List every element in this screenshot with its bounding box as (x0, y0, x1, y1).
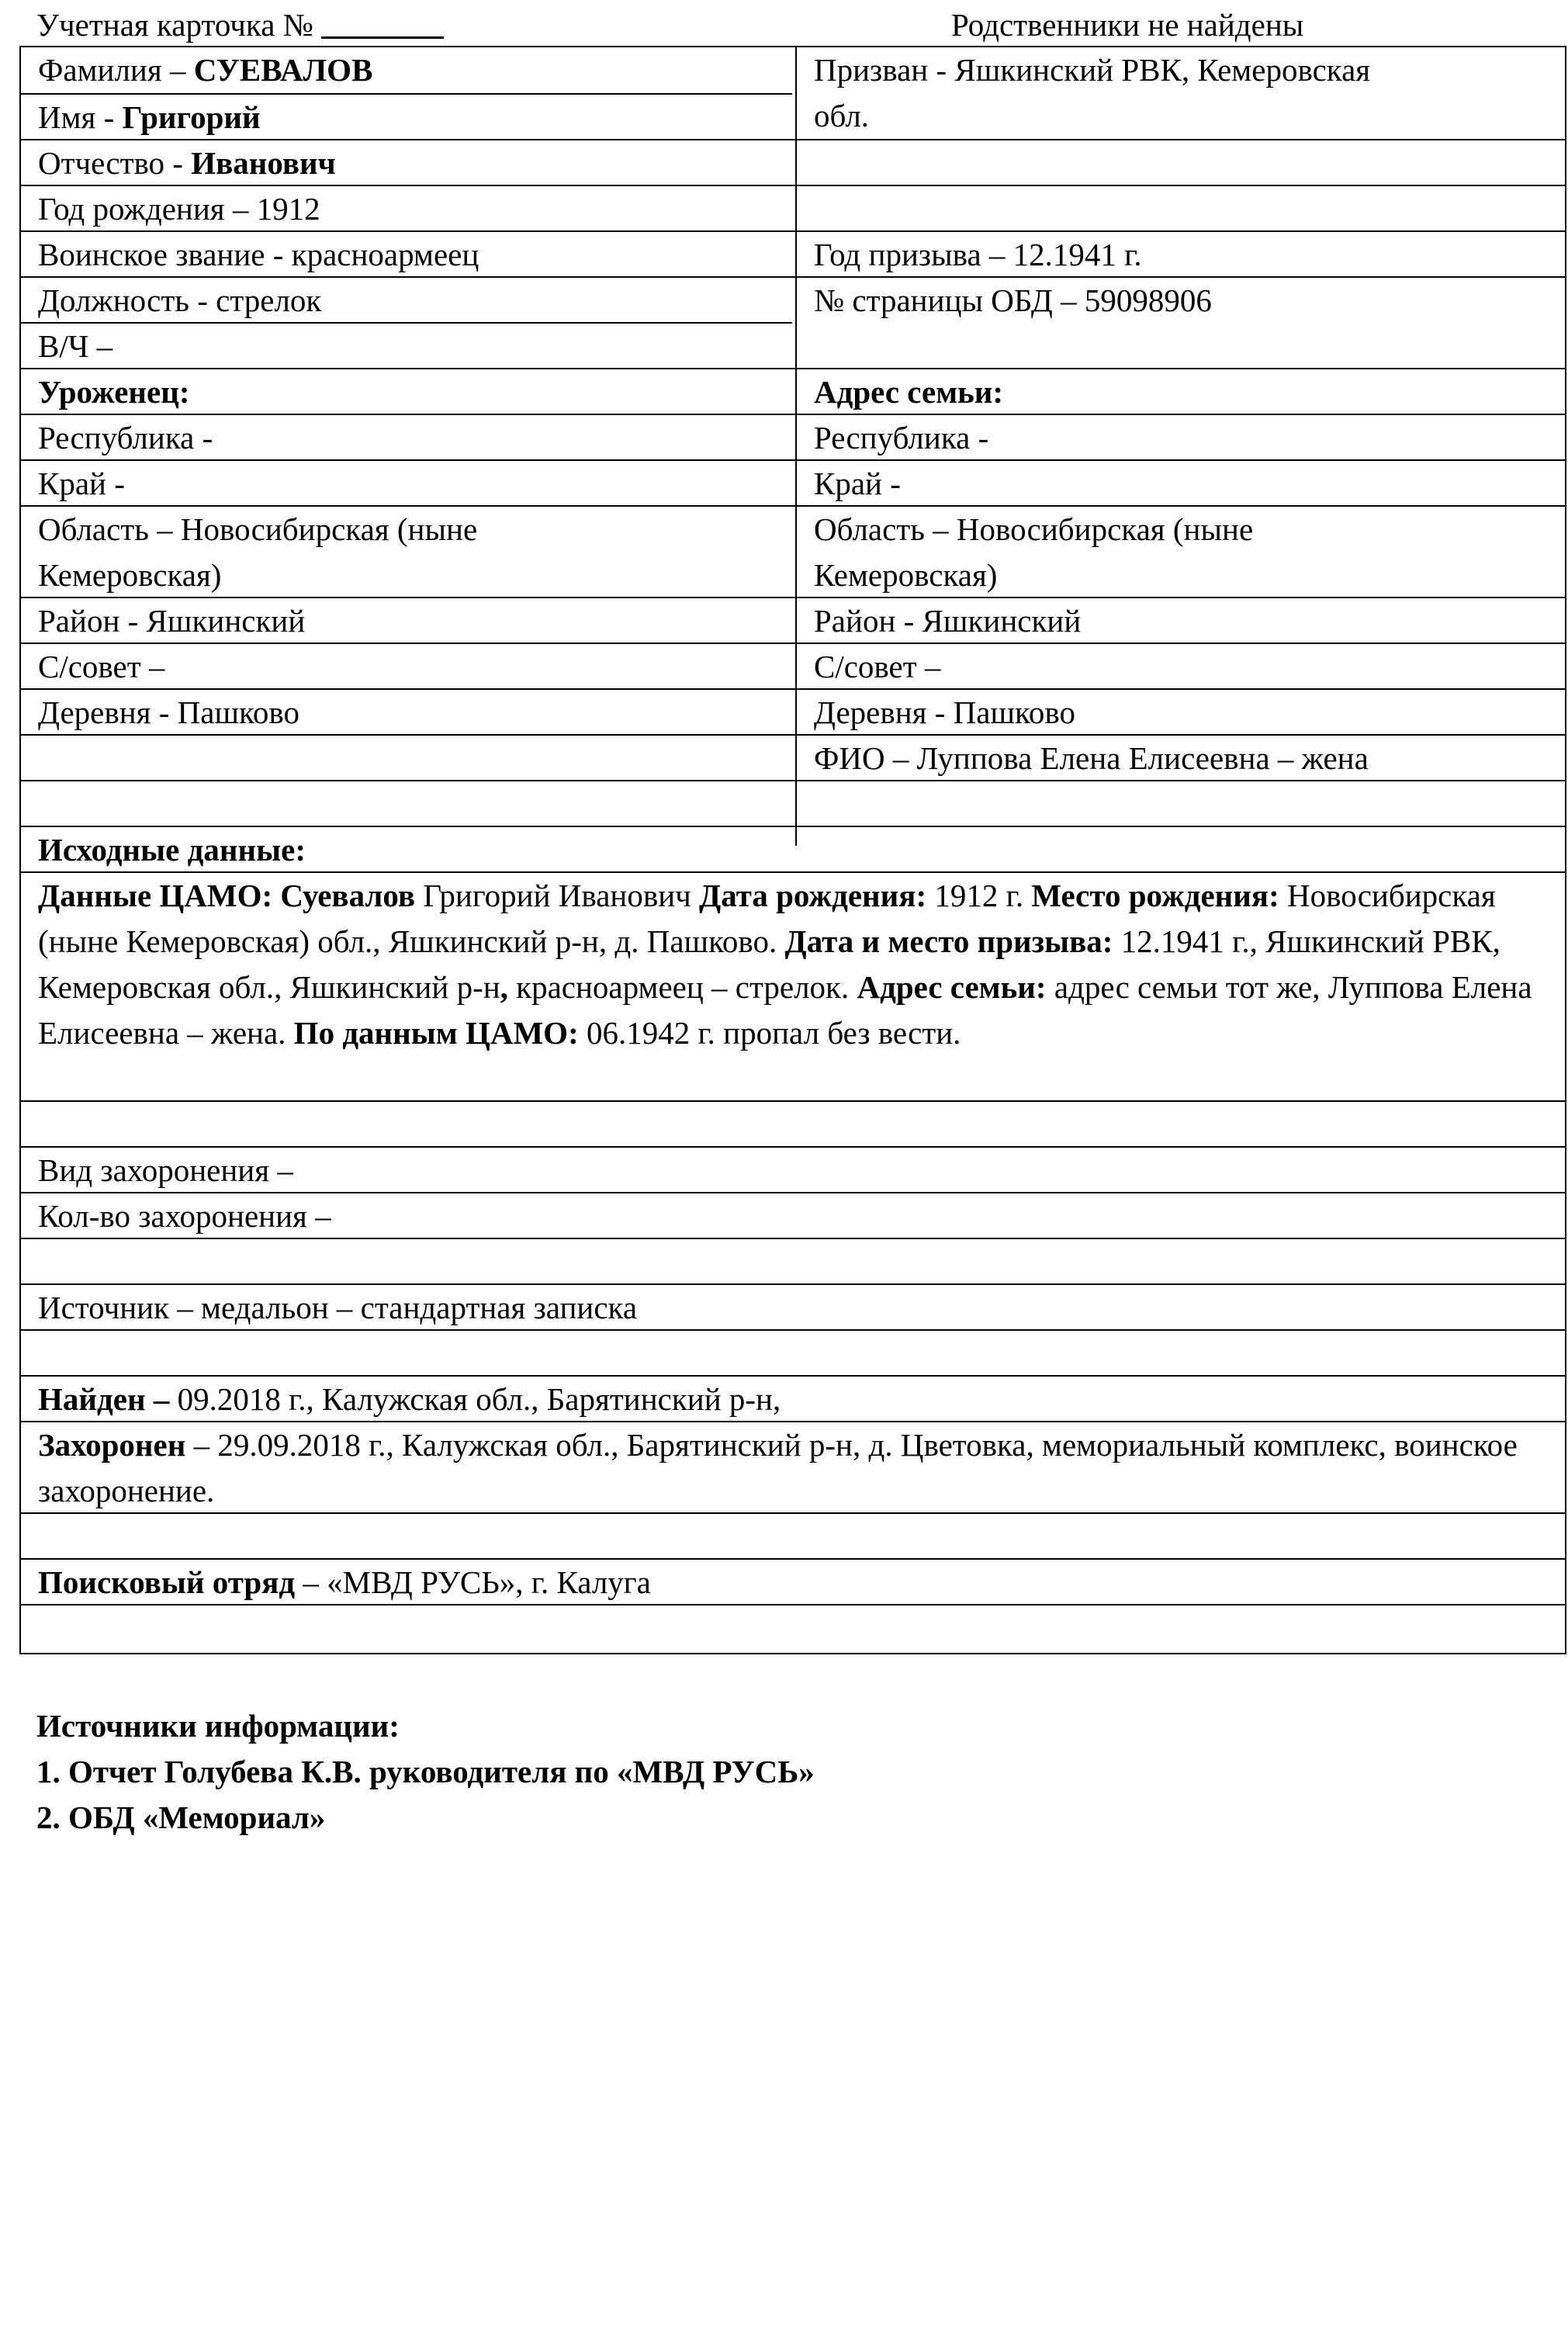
patronymic-field: Отчество - Иванович (38, 145, 336, 181)
name-field: Имя - Григорий (38, 99, 261, 135)
row-empty-1 (21, 780, 1565, 827)
row-headings (21, 368, 1565, 415)
row-position (21, 276, 1565, 324)
row-name (21, 93, 792, 140)
row-burial-source (21, 1283, 1565, 1331)
drafted-line-1: Призван - Яшкинский РВК, Кемеровская (814, 52, 1371, 88)
rank-field: Воинское звание - красноармеец (38, 237, 479, 272)
row-empty-4 (21, 1329, 1565, 1377)
row-source-text (21, 871, 1565, 1102)
row-found (21, 1375, 1565, 1422)
sources-heading: Источники информации: (36, 1708, 400, 1744)
relatives-status: Родственники не найдены (951, 7, 1304, 43)
row-district (21, 597, 1565, 644)
row-burial-type (21, 1146, 1565, 1193)
row-patronymic (21, 139, 1565, 186)
family-republic: Республика - (814, 420, 989, 455)
row-oblast (21, 505, 1565, 598)
buried-field: Захоронен – 29.09.2018 г., Калужская обл., Барятинский р-н, д. Цветовка, мемориальный комплекс, воинское захоронение. (38, 1427, 1518, 1508)
row-unit (21, 322, 792, 369)
family-oblast-line-2: Кемеровская) (814, 557, 998, 593)
obd-page-field: № страницы ОБД – 59098906 (814, 282, 1212, 318)
origin-krai: Край - (38, 466, 125, 501)
card-number-label: Учетная карточка № (36, 2, 444, 48)
birth-year-field: Год рождения – 1912 (38, 191, 320, 227)
row-empty-2 (21, 1100, 1565, 1148)
source-item-2: 2. ОБД «Мемориал» (36, 1799, 326, 1835)
row-village (21, 688, 1565, 736)
card-number-blank (321, 2, 444, 39)
row-family-fio (21, 734, 1565, 781)
family-village: Деревня - Пашково (814, 694, 1075, 730)
family-fio: ФИО – Луппова Елена Елисеевна – жена (814, 740, 1369, 776)
unit-field: В/Ч – (38, 328, 113, 364)
row-empty-3 (21, 1238, 1565, 1285)
source-item-1: 1. Отчет Голубева К.В. руководителя по «МВД РУСЬ» (36, 1754, 815, 1789)
row-selsovet (21, 643, 1565, 690)
row-empty-5 (21, 1512, 1565, 1560)
row-republic (21, 414, 1565, 461)
source-data-paragraph: Данные ЦАМО: Суевалов Григорий Иванович Дата рождения: 1912 г. Место рождения: Новосибирская (ныне Кемеровская) обл., Яшкинский р-н, д. Пашково. Дата и место призыва: 12.1941 г., Яшкинский РВК, Кемеровская обл., Яшкинский р-н, красноармеец – стрелок. Адрес семьи: адрес семьи тот же, Луппова Елена Елисеевна – жена. По данным ЦАМО: 06.1942 г. пропал без вести. (38, 878, 1532, 1051)
origin-heading: Уроженец: (38, 374, 190, 410)
search-team-field: Поисковый отряд – «МВД РУСЬ», г. Калуга (38, 1564, 651, 1600)
origin-oblast-line-2: Кемеровская) (38, 557, 222, 593)
origin-republic: Республика - (38, 420, 213, 455)
row-buried (21, 1421, 1565, 1514)
family-oblast-line-1: Область – Новосибирская (ныне (814, 511, 1254, 547)
origin-village: Деревня - Пашково (38, 694, 299, 730)
burial-source: Источник – медальон – стандартная записка (38, 1290, 638, 1325)
draft-year-field: Год призыва – 12.1941 г. (814, 237, 1142, 272)
origin-oblast-line-1: Область – Новосибирская (ныне (38, 511, 478, 547)
drafted-line-2: обл. (814, 98, 870, 133)
found-field: Найден – 09.2018 г., Калужская обл., Барятинский р-н, (38, 1381, 781, 1417)
source-data-heading: Исходные данные: (38, 832, 306, 868)
surname-field: Фамилия – СУЕВАЛОВ (38, 52, 373, 88)
family-heading: Адрес семьи: (814, 374, 1004, 410)
position-field: Должность - стрелок (38, 282, 322, 318)
row-empty-6 (21, 1604, 1565, 1656)
card-header (19, 2, 1568, 48)
burial-type: Вид захоронения – (38, 1152, 293, 1188)
row-burial-count (21, 1192, 1565, 1239)
family-selsovet: С/совет – (814, 649, 941, 684)
burial-count: Кол-во захоронения – (38, 1198, 331, 1234)
family-krai: Край - (814, 466, 901, 501)
row-search-team (21, 1558, 1565, 1605)
row-krai (21, 459, 1565, 507)
record-card (19, 46, 1566, 1654)
origin-selsovet: С/совет – (38, 649, 165, 684)
origin-district: Район - Яшкинский (38, 603, 306, 639)
row-source-heading (21, 826, 1565, 873)
family-district: Район - Яшкинский (814, 603, 1082, 639)
row-rank (21, 230, 1565, 278)
row-birth-year (21, 185, 1565, 232)
